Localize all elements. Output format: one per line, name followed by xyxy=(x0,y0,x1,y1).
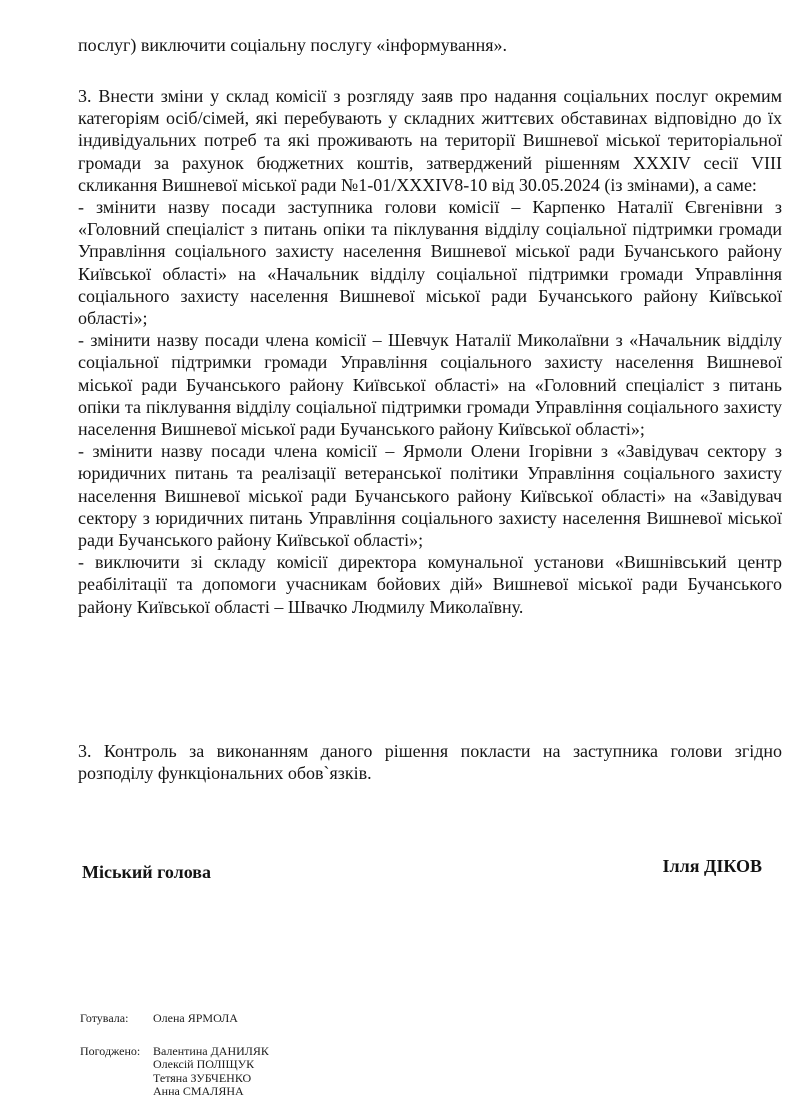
item-3-change-member-yarmola: - змінити назву посади члена комісії – Ярмоли Олени Ігорівни з «Завідувач сектору з юридичних питань та реалізації ветеранської політики Управління соціального захисту населення Вишневої міської ради Бучанського району Київської області» на «Завідувач сектору з юридичних питань Управління соціального захисту населення Вишневої міської ради Бучанського району Київської області»; xyxy=(78,441,782,551)
control-paragraph: 3. Контроль за виконанням даного рішення покласти на заступника голови згідно розподілу функціональних обов`язків. xyxy=(78,741,782,784)
item-control-section xyxy=(78,740,782,784)
agreed-name: Тетяна ЗУБЧЕНКО xyxy=(153,1070,252,1085)
prepared-by-name: Олена ЯРМОЛА xyxy=(153,1011,238,1025)
item-3-section xyxy=(78,85,782,618)
agreed-names-list xyxy=(153,1045,269,1098)
agreed-label: Погоджено: xyxy=(80,1044,141,1058)
item-3-paragraph: 3. Внести зміни у склад комісії з розгляду заяв про надання соціальних послуг окремим категоріям осіб/сімей, які перебувають у складних життєвих обставинах відповідно до їх індивідуальних потреб та які проживають на території Вишневої міської територіальної громади за рахунок бюджетних коштів, затверджений рішенням XXXIV сесії VIII скликання Вишневої міської ради №1-01/XXXIV8-10 від 30.05.2024 (із змінами), а саме: xyxy=(78,86,782,195)
signature-title: Міський голова xyxy=(82,862,211,882)
item-3-change-member-shevchuk: - змінити назву посади члена комісії – Шевчук Наталії Миколаївни з «Начальник відділу соціальної підтримки громади Управління соціального захисту населення Вишневої міської ради Бучанського району Київської області» на «Головний спеціаліст з питань опіки та піклування відділу соціальної підтримки громади Управління соціального захисту населення Вишневої міської ради Бучанського району Київської області»; xyxy=(78,330,782,440)
agreed-name: Олексій ПОЛІЩУК xyxy=(153,1057,255,1072)
prepared-by-label: Готувала: xyxy=(80,1011,129,1025)
agreed-name: Анна СМАЛЯНА xyxy=(153,1083,244,1098)
item-3-exclude-member: - виключити зі складу комісії директора комунальної установи «Вишнівський центр реабілітації та допомоги учасникам бойових дій» Вишневої міської ради Бучанського району Київської області – Швачко Людмилу Миколаївну. xyxy=(78,552,782,617)
intro-text: послуг) виключити соціальну послугу «інформування». xyxy=(78,35,507,55)
item-3-change-deputy: - змінити назву посади заступника голови комісії – Карпенко Наталії Євгенівни з «Головний спеціаліст з питань опіки та піклування відділу соціальної підтримки громади Управління соціального захисту населення Вишневої міської ради Бучанського району Київської області» на «Начальник відділу соціальної підтримки громади Управління соціального захисту населення Вишневої міської ради Бучанського району Київської області»; xyxy=(78,197,782,329)
signature-name: Ілля ДІКОВ xyxy=(662,856,762,876)
intro-continuation xyxy=(78,34,782,56)
agreed-name: Валентина ДАНИЛЯК xyxy=(153,1044,269,1058)
